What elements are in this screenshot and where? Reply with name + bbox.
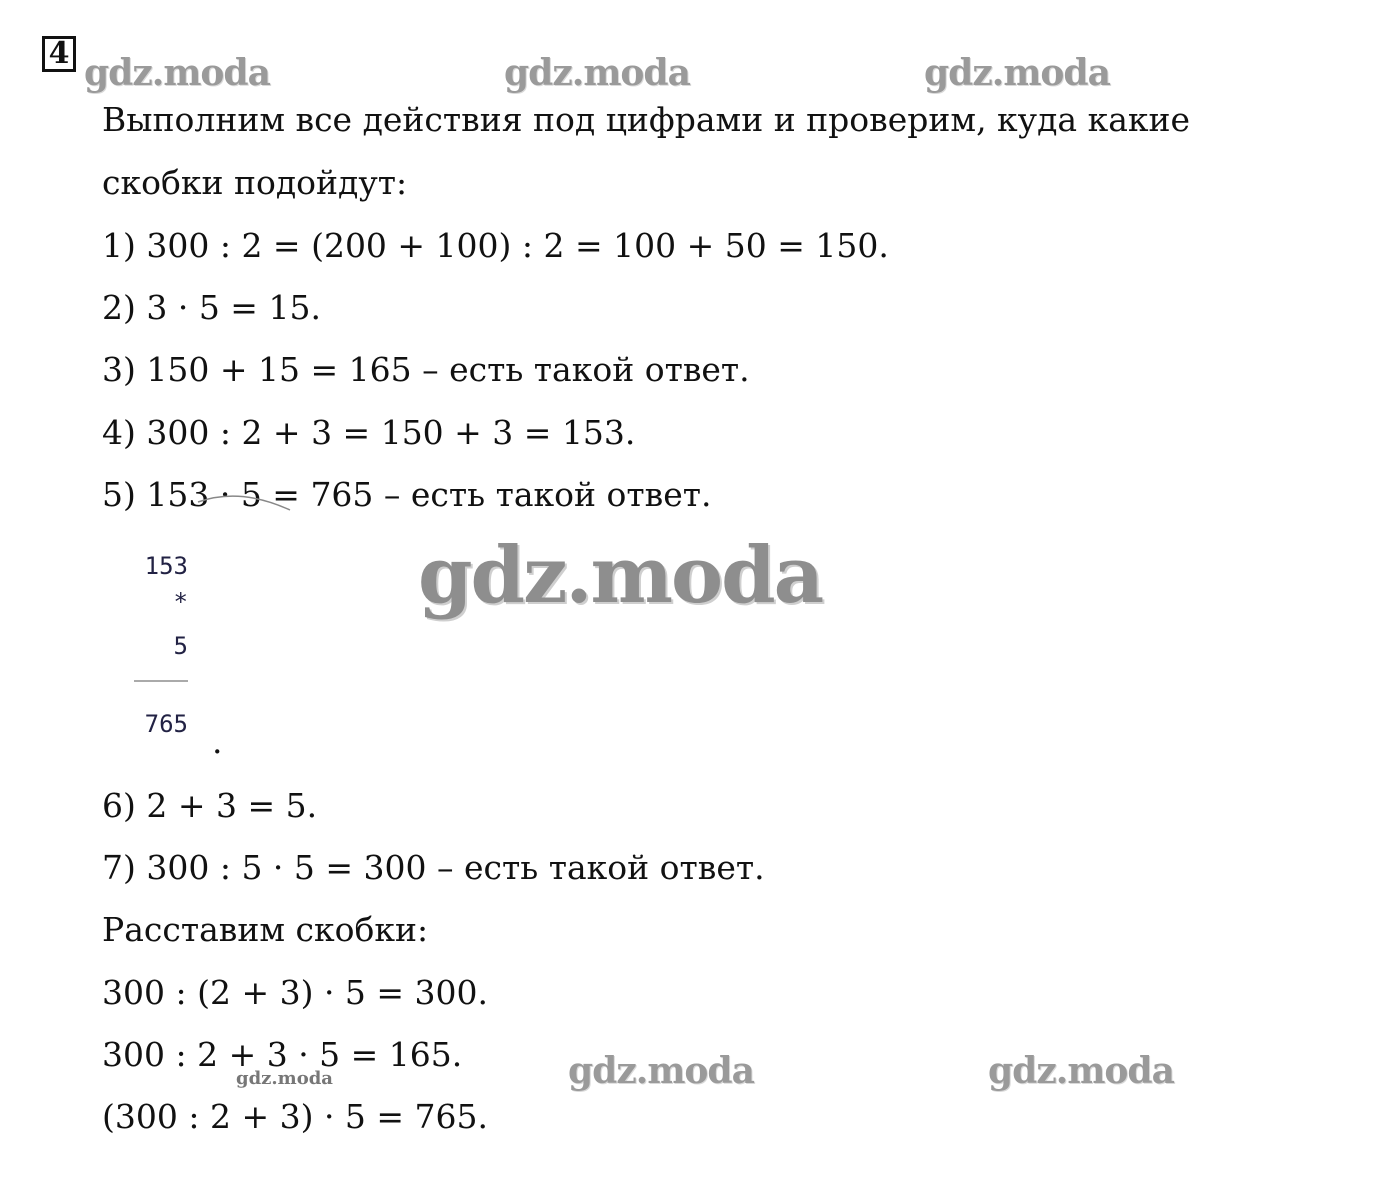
pencil-scribble-icon [196,488,296,518]
step-1: 1) 300 : 2 = (200 + 100) : 2 = 100 + 50 = 150. [102,226,889,265]
watermark-logo: gdz.moda [924,52,1110,94]
step-7: 7) 300 : 5 · 5 = 300 – есть такой ответ. [102,848,765,887]
step-5: 5) 153 · 5 = 765 – есть такой ответ. [102,475,712,514]
watermark-logo-small: gdz.moda [236,1068,333,1089]
step-2: 2) 3 · 5 = 15. [102,288,321,327]
answer-3: (300 : 2 + 3) · 5 = 765. [102,1097,489,1136]
watermark-logo: gdz.moda [84,52,270,94]
step-3: 3) 150 + 15 = 165 – есть такой ответ. [102,350,750,389]
column-operator: * [173,588,188,616]
watermark-logo: gdz.moda [568,1050,754,1092]
step-6: 6) 2 + 3 = 5. [102,786,318,825]
task-number-box: 4 [42,36,76,72]
column-calc-period: . [212,722,223,761]
column-result: 765 [144,710,188,738]
column-divider-line [134,680,188,682]
answer-2: 300 : 2 + 3 · 5 = 165. [102,1035,463,1074]
answer-1: 300 : (2 + 3) · 5 = 300. [102,973,489,1012]
step-4: 4) 300 : 2 + 3 = 150 + 3 = 153. [102,413,636,452]
brackets-heading: Расставим скобки: [102,910,429,949]
watermark-logo-large: gdz.moda [418,530,823,621]
column-operand-2: 5 [173,632,188,660]
intro-text-line-1: Выполним все действия под цифрами и проверим, куда какие [102,100,1191,139]
column-operand-1: 153 [144,552,188,580]
watermark-logo: gdz.moda [988,1050,1174,1092]
watermark-logo: gdz.moda [504,52,690,94]
intro-text-line-2: скобки подойдут: [102,163,408,202]
